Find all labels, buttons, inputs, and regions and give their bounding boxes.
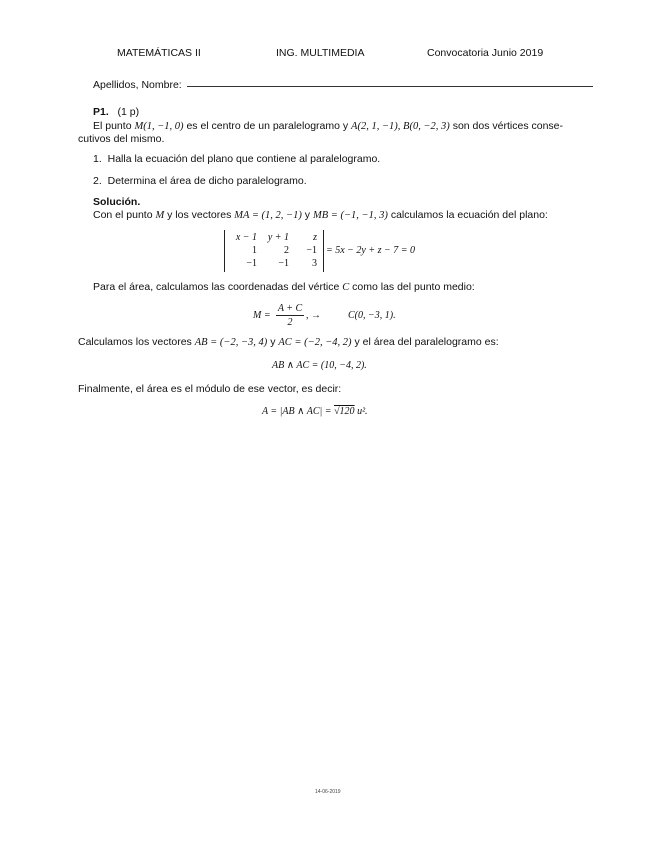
solution-text: y <box>267 336 279 348</box>
vertices-AB: A(2, 1, −1), B(0, −2, 3) <box>351 121 450 132</box>
solution-text: y <box>301 209 313 221</box>
fraction-numerator: A + C <box>277 303 303 314</box>
fraction-denominator: 2 <box>287 317 293 328</box>
problem-statement-line1 <box>93 120 563 132</box>
name-label: Apellidos, Nombre: <box>93 79 182 91</box>
matrix-cell: 2 <box>284 245 289 256</box>
solution-text: Calculamos los vectores <box>78 336 195 348</box>
plane-equation: = 5x − 2y + z − 7 = 0 <box>326 245 416 256</box>
midpoint-fraction <box>276 303 304 328</box>
problem-item-2 <box>93 175 307 187</box>
name-underline <box>187 86 593 87</box>
matrix-cell: −1 <box>246 258 257 269</box>
solution-text: y el área del paralelogramo es: <box>351 336 499 348</box>
matrix-cell: −1 <box>278 258 289 269</box>
matrix-cell: y + 1 <box>267 232 289 243</box>
header-subject: MATEMÁTICAS II <box>117 47 201 59</box>
matrix-cell: 1 <box>252 245 257 256</box>
solution-text: como las del punto medio: <box>349 281 475 293</box>
problem-statement-line2: cutivos del mismo. <box>78 133 165 145</box>
solution-text: Con el punto <box>93 209 156 221</box>
determinant <box>224 230 324 272</box>
area-intro <box>93 281 475 293</box>
vector-MA: MA = (1, 2, −1) <box>234 210 302 221</box>
area-formula: A = |AB ∧ AC| = <box>262 406 335 417</box>
matrix-cell: −1 <box>306 245 317 256</box>
problem-points: (1 p) <box>117 106 140 118</box>
header-exam: Convocatoria Junio 2019 <box>427 47 544 59</box>
matrix-cell: z <box>313 232 317 243</box>
midpoint-arrow: , → <box>306 310 321 321</box>
statement-text: El punto <box>93 120 135 132</box>
symbol-C: C <box>342 282 350 293</box>
statement-text: son dos vértices conse- <box>449 120 564 132</box>
solution-heading: Solución. <box>93 196 141 208</box>
solution-text: calculamos la ecuación del plano: <box>387 209 548 221</box>
solution-line1 <box>93 209 548 221</box>
vector-AC: AC = (−2, −4, 2) <box>278 337 352 348</box>
final-area <box>262 406 368 417</box>
vector-MB: MB = (−1, −1, 3) <box>312 210 388 221</box>
vectors-line <box>78 336 499 348</box>
problem-item-1 <box>93 153 380 165</box>
point-M: M(1, −1, 0) <box>134 121 184 132</box>
solution-text: y los vectores <box>164 209 235 221</box>
item-number: 1. <box>93 153 102 165</box>
item-text: Determina el área de dicho paralelogramo. <box>107 175 307 187</box>
final-text: Finalmente, el área es el módulo de ese vector, es decir: <box>78 383 342 395</box>
footer-date: 14-06-2019 <box>315 789 341 795</box>
statement-text: es el centro de un paralelogramo y <box>183 120 352 132</box>
vertex-C: C(0, −3, 1). <box>348 310 396 321</box>
area-unit: u². <box>354 406 368 417</box>
vector-AB: AB = (−2, −3, 4) <box>194 337 268 348</box>
sqrt-value: √120 <box>334 406 355 417</box>
problem-number: P1. <box>93 106 109 118</box>
symbol-M: M <box>155 210 165 221</box>
cross-product: AB ∧ AC = (10, −4, 2). <box>272 360 367 371</box>
midpoint-lhs: M = <box>253 310 271 321</box>
item-text: Halla la ecuación del plano que contiene al paralelogramo. <box>107 153 381 165</box>
item-number: 2. <box>93 175 102 187</box>
problem-heading <box>93 106 139 118</box>
matrix-cell: x − 1 <box>235 232 257 243</box>
header-degree: ING. MULTIMEDIA <box>276 47 365 59</box>
solution-text: Para el área, calculamos las coordenadas del vértice <box>93 281 343 293</box>
matrix-cell: 3 <box>312 258 317 269</box>
